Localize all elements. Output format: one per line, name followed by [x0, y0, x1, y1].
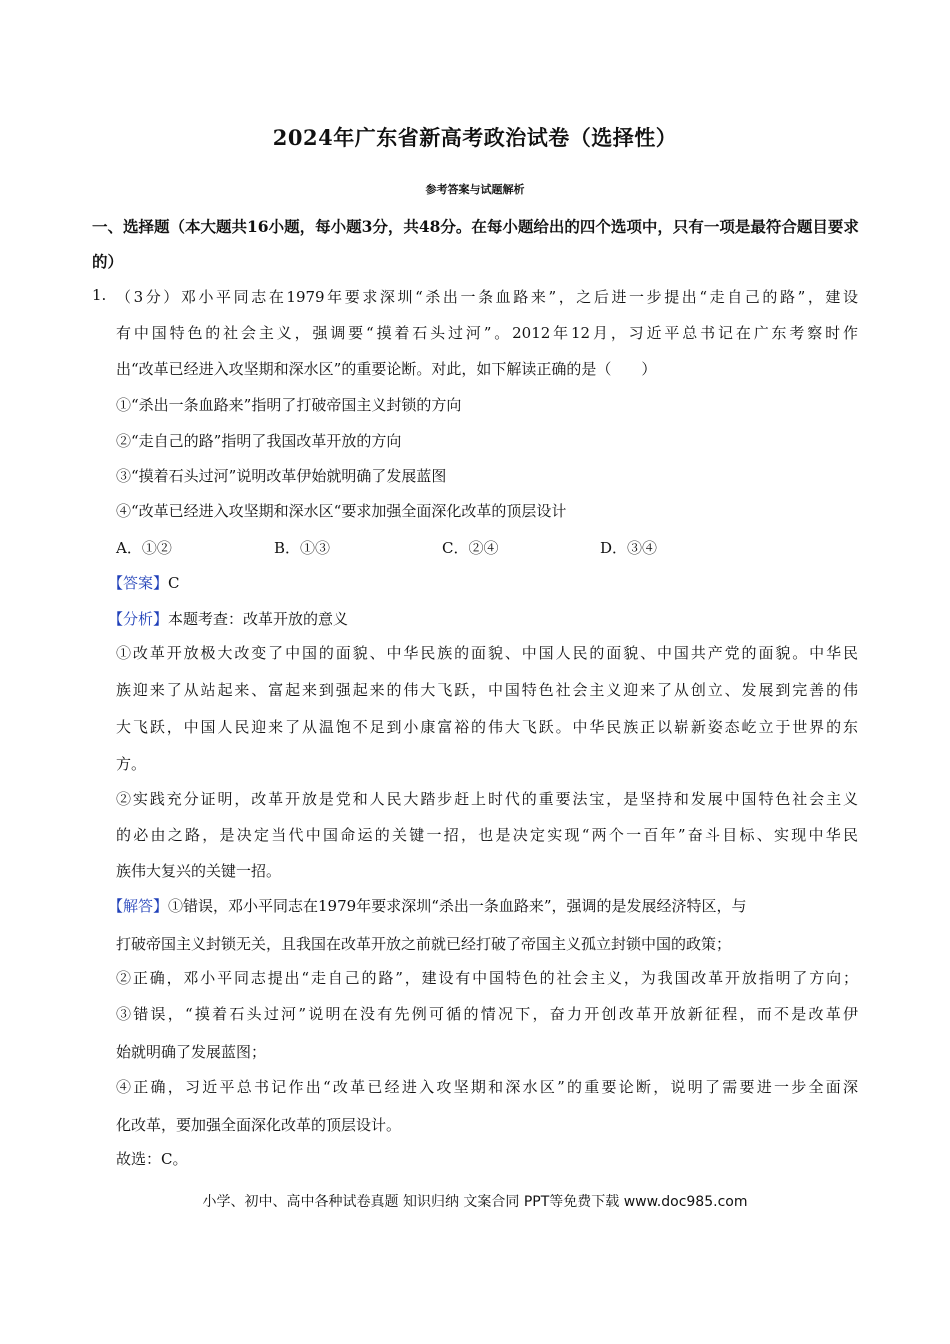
page-subtitle: 参考答案与试题解析 — [425, 183, 525, 196]
statement-item: ①“杀出一条血路来”指明了打破帝国主义封锁的方向 — [116, 396, 462, 414]
analysis-line: 方。 — [116, 755, 147, 773]
solution-line: ①错误，邓小平同志在1979年要求深圳“杀出一条血路来”，强调的是发展经济特区，与 — [168, 897, 747, 915]
solution-line: ④正确，习近平总书记作出“改革已经进入攻坚期和深水区”的重要论断，说明了需要进一步全面深 — [116, 1078, 858, 1096]
solution-line: 打破帝国主义封锁无关，且我国在改革开放之前就已经打破了帝国主义孤立封锁中国的政策； — [116, 935, 732, 953]
solution-line: 始就明确了发展蓝图； — [116, 1043, 267, 1061]
option-c: C．②④ — [442, 539, 499, 557]
statement-item: ③“摸着石头过河”说明改革伊始就明确了发展蓝图 — [116, 467, 447, 485]
analysis-line: 族迎来了从站起来、富起来到强起来的伟大飞跃，中国特色社会主义迎来了从创立、发展到完善的伟 — [116, 681, 858, 699]
footer-watermark-text: 小学、初中、高中各种试卷真题 知识归纳 文案合同 PPT等免费下载 www.doc985.com — [202, 1194, 748, 1210]
analysis-tag: 【分析】 — [108, 610, 169, 628]
analysis-block — [108, 608, 348, 629]
option-a: A．①② — [116, 539, 172, 557]
page-title: 2024年广东省新高考政治试卷（选择性） — [272, 125, 678, 150]
analysis-line: 大飞跃，中国人民迎来了从温饱不足到小康富裕的伟大飞跃。中华民族正以崭新姿态屹立于世界的东 — [116, 718, 858, 736]
question-stem-line: 有中国特色的社会主义，强调要“摸着石头过河”。2012年12月，习近平总书记在广东考察时作 — [116, 324, 858, 342]
option-d: D．③④ — [600, 539, 658, 557]
section-heading: 一、选择题（本大题共16小题，每小题3分，共48分。在每小题给出的四个选项中，只有一项是最符合题目要求的） — [92, 217, 859, 271]
answer-text: C — [168, 574, 180, 592]
solution-block — [108, 895, 858, 916]
analysis-line: 的必由之路，是决定当代中国命运的关键一招，也是决定实现“两个一百年”奋斗目标、实现中华民 — [116, 826, 858, 844]
answer-block — [108, 572, 180, 593]
question-stem-line: （3分）邓小平同志在1979年要求深圳“杀出一条血路来”，之后进一步提出“走自己的路”，建设 — [116, 288, 858, 306]
conclusion-line: 故选：C。 — [116, 1150, 188, 1168]
answer-tag: 【答案】 — [108, 574, 169, 592]
question-number: 1. — [92, 286, 107, 304]
question-stem-line: 出“改革已经进入攻坚期和深水区”的重要论断。对此，如下解读正确的是（ ） — [116, 360, 657, 378]
analysis-line: ①改革开放极大改变了中国的面貌、中华民族的面貌、中国人民的面貌、中国共产党的面貌。中华民 — [116, 644, 858, 662]
analysis-line: ②实践充分证明，改革开放是党和人民大踏步赶上时代的重要法宝，是坚持和发展中国特色社会主义 — [116, 790, 858, 808]
solution-line: ②正确，邓小平同志提出“走自己的路”，建设有中国特色的社会主义，为我国改革开放指明了方向； — [116, 969, 858, 987]
solution-tag: 【解答】 — [108, 897, 169, 915]
statement-item: ②“走自己的路”指明了我国改革开放的方向 — [116, 432, 402, 450]
statement-item: ④“改革已经进入攻坚期和深水区“要求加强全面深化改革的顶层设计 — [116, 502, 567, 520]
analysis-line: 族伟大复兴的关键一招。 — [116, 862, 282, 880]
solution-line: ③错误，“摸着石头过河”说明在没有先例可循的情况下，奋力开创改革开放新征程，而不是改革伊 — [116, 1005, 858, 1023]
option-b: B．①③ — [274, 539, 331, 557]
analysis-line: 本题考查：改革开放的意义 — [168, 610, 349, 628]
solution-line: 化改革，要加强全面深化改革的顶层设计。 — [116, 1116, 402, 1134]
